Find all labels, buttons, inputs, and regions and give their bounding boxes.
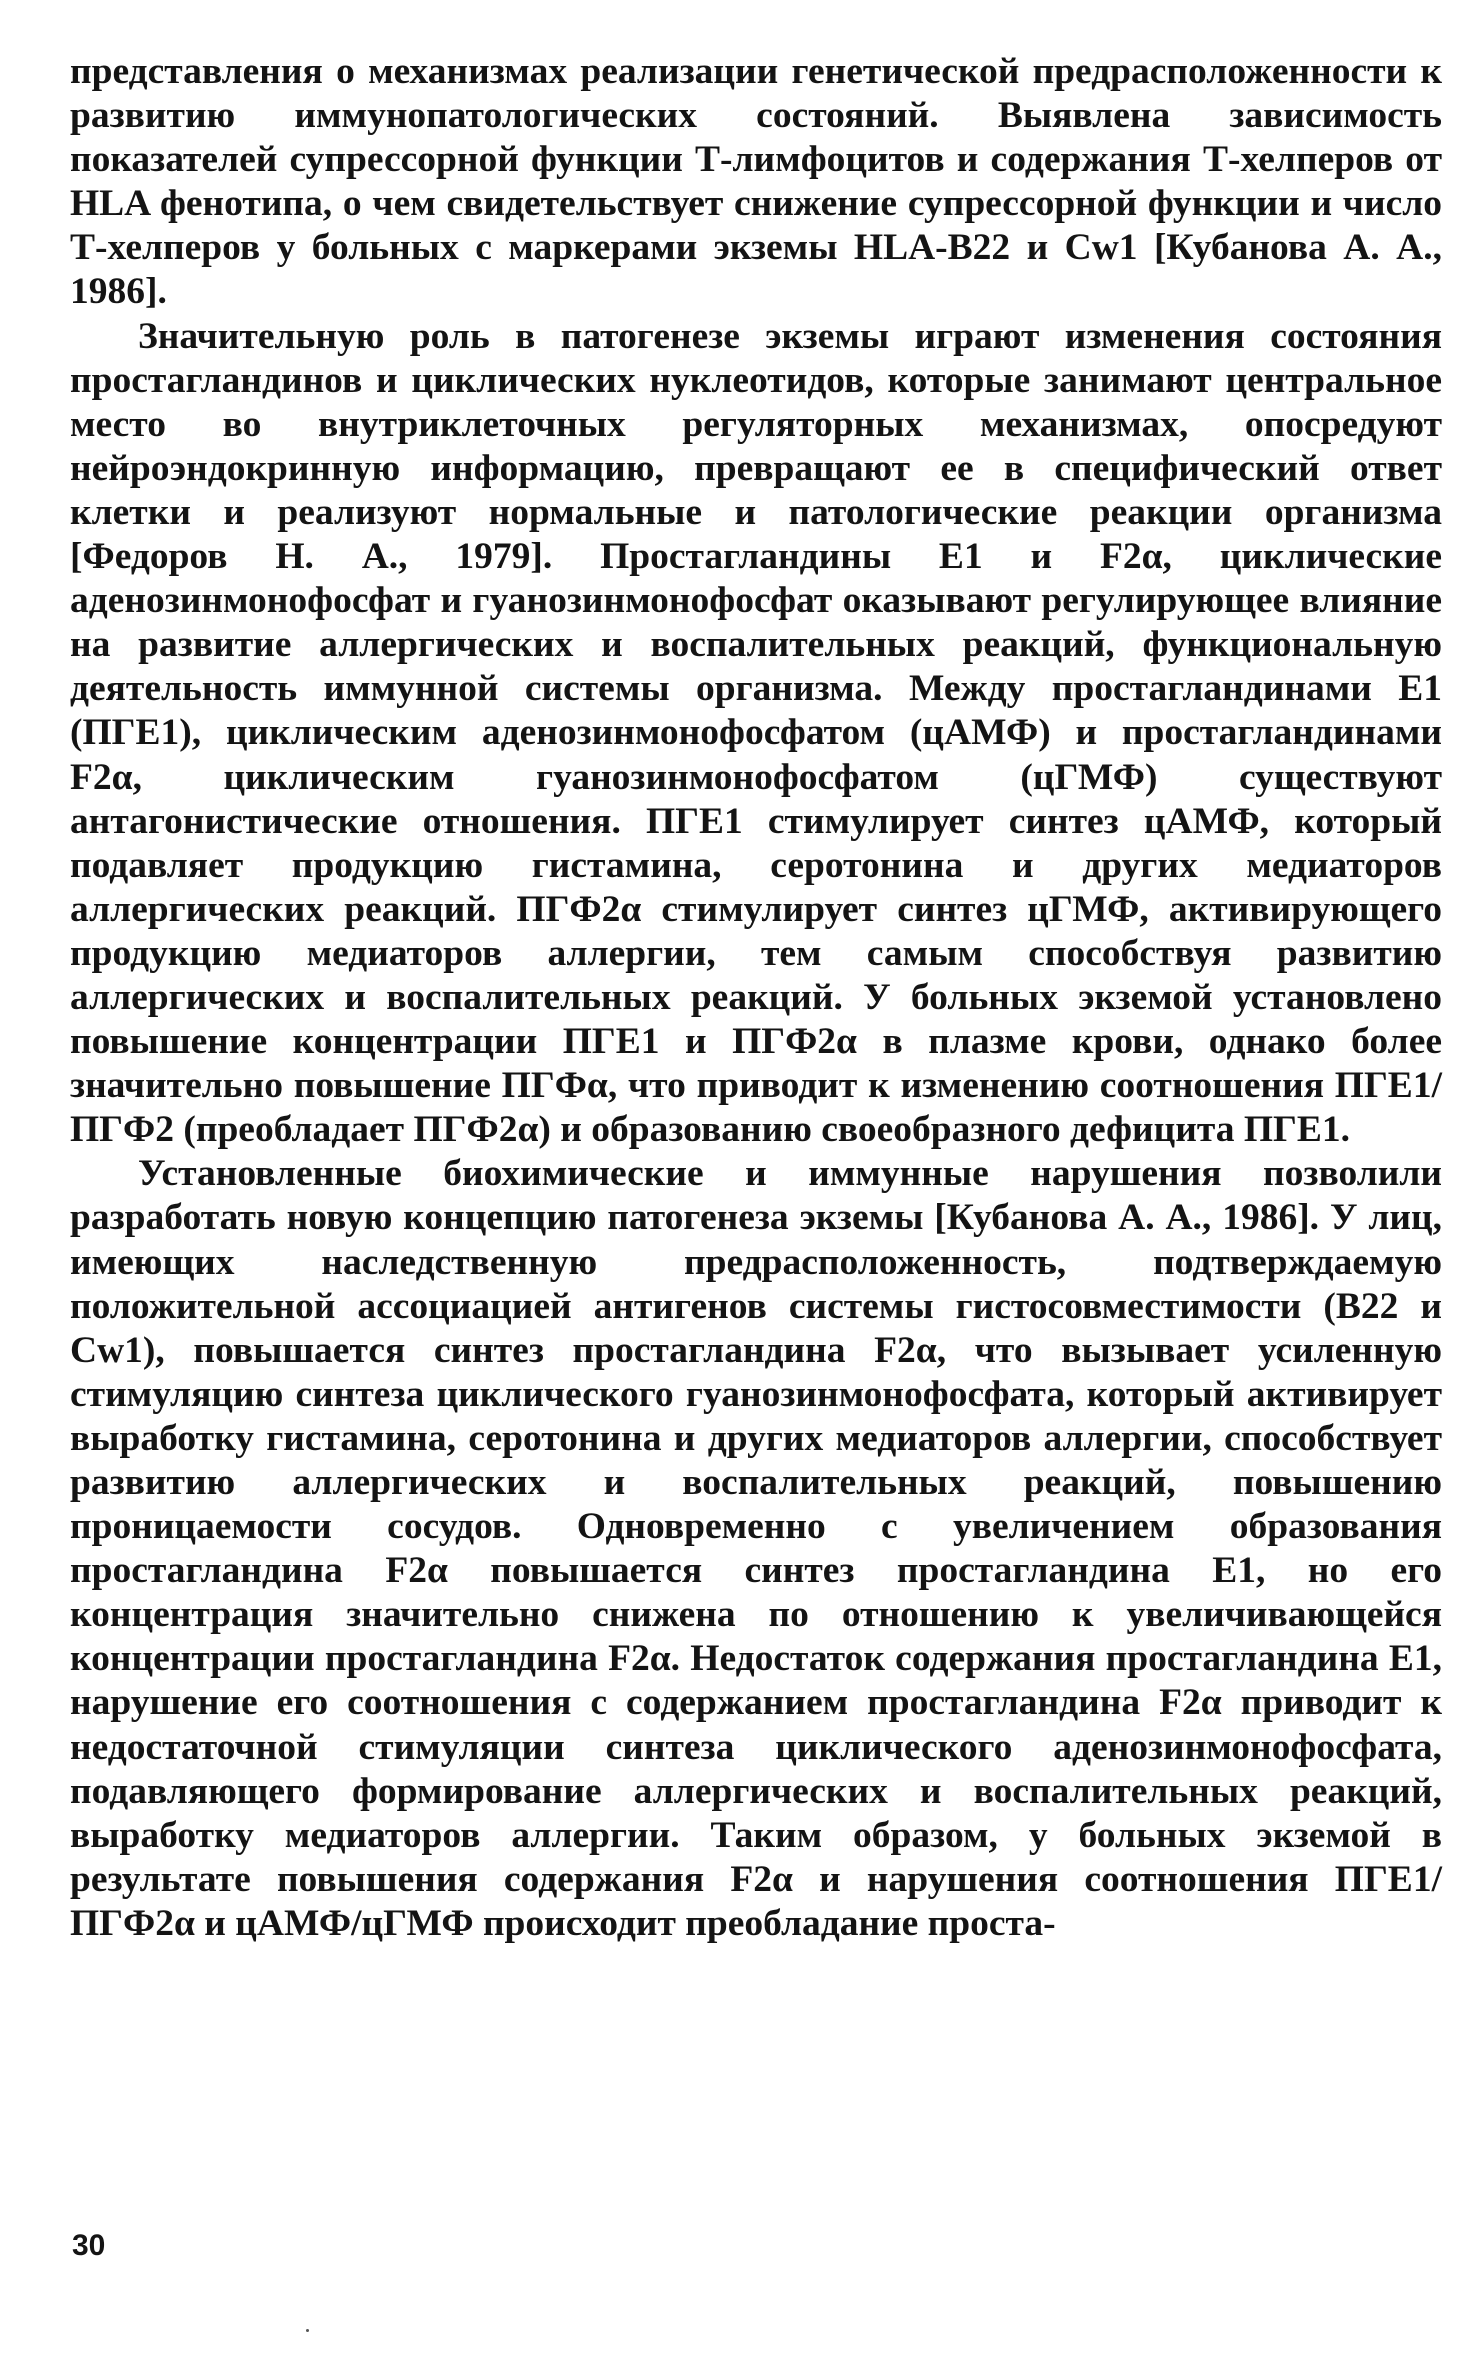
page-body	[70, 50, 1442, 1946]
paragraph-2: Значительную роль в патогенезе экземы играют изменения состояния простагландинов и циклических нуклеотидов, которые занимают центральное место во внутриклеточных регуляторных механизмах, опосредуют нейроэндокринную информацию, превращают ее в специфический ответ клетки и реализуют нормальные и патологические реакции организма [Федоров Н. А., 1979]. Простагландины E1 и F2α, циклические аденозинмонофосфат и гуанозинмонофосфат оказывают регулирующее влияние на развитие аллергических и воспалительных реакций, функциональную деятельность иммунной системы организма. Между простагландинами E1 (ПГЕ1), циклическим аденозинмонофосфатом (цАМФ) и простагландинами F2α, циклическим гуанозинмонофосфатом (цГМФ) существуют антагонистические отношения. ПГЕ1 стимулирует синтез цАМФ, который подавляет продукцию гистамина, серотонина и других медиаторов аллергических реакций. ПГФ2α стимулирует синтез цГМФ, активирующего продукцию медиаторов аллергии, тем самым способствуя развитию аллергических и воспалительных реакций. У больных экземой установлено повышение концентрации ПГЕ1 и ПГФ2α в плазме крови, однако более значительно повышение ПГФα, что приводит к изменению соотношения ПГЕ1/ПГФ2 (преобладает ПГФ2α) и образованию своеобразного дефицита ПГЕ1.	[70, 315, 1442, 1151]
paragraph-1: представления о механизмах реализации генетической предрасположенности к развитию иммунопатологических состояний. Выявлена зависимость показателей супрессорной функции Т-лимфоцитов и содержания Т-хелперов от HLA фенотипа, о чем свидетельствует снижение супрессорной функции и число Т-хелперов у больных с маркерами экземы HLA-B22 и Cw1 [Кубанова А. А., 1986].	[70, 51, 1442, 313]
paragraph-3: Установленные биохимические и иммунные нарушения позволили разработать новую концепцию патогенеза экземы [Кубанова А. А., 1986]. У лиц, имеющих наследственную предрасположенность, подтверждаемую положительной ассоциацией антигенов системы гистосовместимости (B22 и Cw1), повышается синтез простагландина F2α, что вызывает усиленную стимуляцию синтеза циклического гуанозинмонофосфата, который активирует выработку гистамина, серотонина и других медиаторов аллергии, способствует развитию аллергических и воспалительных реакций, повышению проницаемости сосудов. Одновременно с увеличением образования простагландина F2α повышается синтез простагландина E1, но его концентрация значительно снижена по отношению к увеличивающейся концентрации простагландина F2α. Недостаток содержания простагландина E1, нарушение его соотношения с содержанием простагландина F2α приводит к недостаточной стимуляции синтеза циклического аденозинмонофосфата, подавляющего формирование аллергических и воспалительных реакций, выработку медиаторов аллергии. Таким образом, у больных экземой в результате повышения содержания F2α и нарушения соотношения ПГЕ1/ПГФ2α и цАМФ/цГМФ происходит преобладание проста-	[70, 1153, 1442, 1944]
page-number: 30	[72, 2229, 106, 2262]
scan-speck	[306, 2329, 309, 2332]
